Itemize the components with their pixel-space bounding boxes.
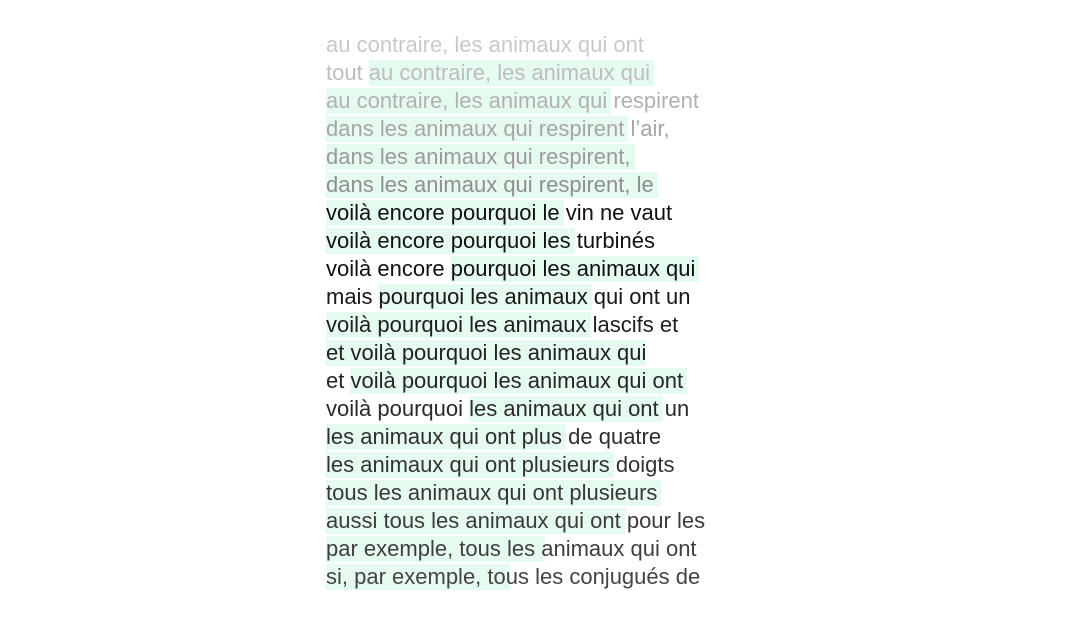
- concordance-line: [326, 507, 1026, 535]
- concordance-line: [326, 367, 1026, 395]
- concordance-text: voilà pourquoi les animaux lascifs et: [326, 312, 679, 337]
- concordance-list: [326, 31, 1026, 591]
- concordance-line: [326, 451, 1026, 479]
- concordance-line: [326, 255, 1026, 283]
- concordance-text: et voilà pourquoi les animaux qui ont: [326, 368, 684, 393]
- concordance-line: [326, 115, 1026, 143]
- concordance-text: voilà encore pourquoi les turbinés: [326, 228, 655, 253]
- concordance-text: au contraire, les animaux qui respirent: [326, 88, 699, 113]
- concordance-text: les animaux qui ont plusieurs doigts: [326, 452, 675, 477]
- concordance-text: par exemple, tous les animaux qui ont: [326, 536, 697, 561]
- concordance-line: [326, 423, 1026, 451]
- concordance-line: [326, 339, 1026, 367]
- concordance-text: dans les animaux qui respirent, le: [326, 172, 654, 197]
- concordance-text: les animaux qui ont plus de quatre: [326, 424, 662, 449]
- concordance-line: [326, 535, 1026, 563]
- concordance-line: [326, 395, 1026, 423]
- concordance-line: [326, 87, 1026, 115]
- concordance-text: dans les animaux qui respirent l’air,: [326, 116, 670, 141]
- concordance-text: au contraire, les animaux qui ont: [326, 32, 644, 57]
- concordance-text: et voilà pourquoi les animaux qui: [326, 340, 647, 365]
- concordance-line: [326, 59, 1026, 87]
- concordance-text: voilà encore pourquoi le vin ne vaut: [326, 200, 673, 225]
- concordance-text: dans les animaux qui respirent,: [326, 144, 631, 169]
- concordance-text: voilà pourquoi les animaux qui ont un: [326, 396, 690, 421]
- concordance-text: voilà encore pourquoi les animaux qui: [326, 256, 696, 281]
- concordance-line: [326, 563, 1026, 591]
- concordance-line: [326, 171, 1026, 199]
- concordance-text: tout au contraire, les animaux qui: [326, 60, 651, 85]
- concordance-line: [326, 199, 1026, 227]
- concordance-line: [326, 311, 1026, 339]
- concordance-line: [326, 227, 1026, 255]
- concordance-text: si, par exemple, tous les conjugués de: [326, 564, 701, 589]
- concordance-text: tous les animaux qui ont plusieurs: [326, 480, 658, 505]
- concordance-line: [326, 31, 1026, 59]
- concordance-line: [326, 143, 1026, 171]
- concordance-text: mais pourquoi les animaux qui ont un: [326, 284, 691, 309]
- concordance-line: [326, 283, 1026, 311]
- concordance-text: aussi tous les animaux qui ont pour les: [326, 508, 706, 533]
- concordance-line: [326, 479, 1026, 507]
